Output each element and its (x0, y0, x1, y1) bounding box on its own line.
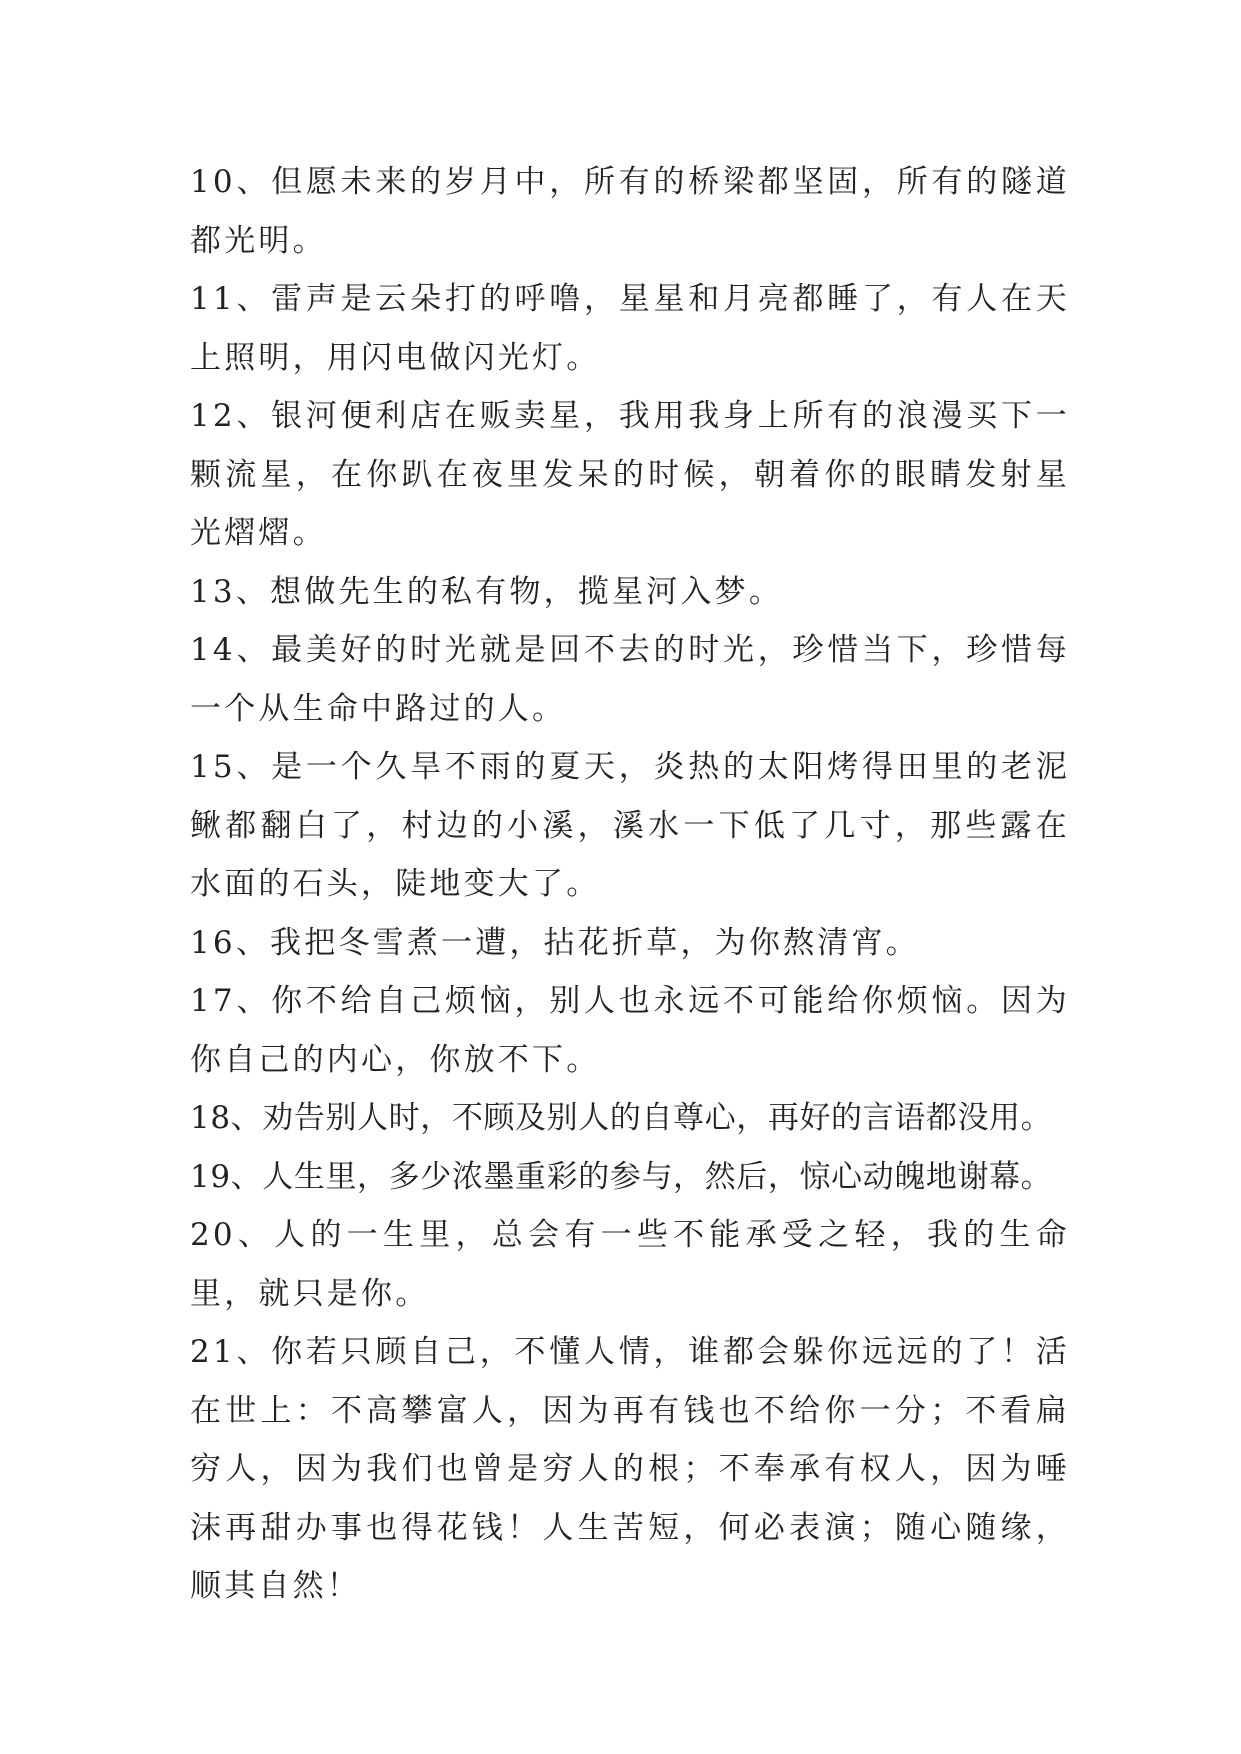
entry-15: 15、是一个久旱不雨的夏天，炎热的太阳烤得田里的老泥鳅都翻白了，村边的小溪，溪水一下低了几寸，那些露在水面的石头，陡地变大了。 (190, 749, 1070, 902)
entry-10: 10、但愿未来的岁月中，所有的桥梁都坚固，所有的隧道都光明。 (190, 164, 1070, 259)
entry-18: 18、劝告别人时，不顾及别人的自尊心，再好的言语都没用。 (190, 1100, 1053, 1136)
entry-11: 11、雷声是云朵打的呼噜，星星和月亮都睡了，有人在天上照明，用闪电做闪光灯。 (190, 281, 1070, 376)
entry-20: 20、人的一生里，总会有一些不能承受之轻，我的生命里，就只是你。 (190, 1217, 1070, 1312)
entry-19: 19、人生里，多少浓墨重彩的参与，然后，惊心动魄地谢幕。 (190, 1158, 1053, 1195)
document-body (190, 153, 1070, 1616)
entry-17: 17、你不给自己烦恼，别人也永远不可能给你烦恼。因为你自己的内心，你放不下。 (190, 983, 1070, 1078)
entry-12: 12、银河便利店在贩卖星，我用我身上所有的浪漫买下一颗流星，在你趴在夜里发呆的时候，朝着你的眼睛发射星光熠熠。 (190, 398, 1070, 551)
entry-13: 13、想做先生的私有物，揽星河入梦。 (190, 573, 784, 610)
entry-14: 14、最美好的时光就是回不去的时光，珍惜当下，珍惜每一个从生命中路过的人。 (190, 632, 1070, 727)
entry-16: 16、我把冬雪煮一遭，拈花折草，为你熬清宵。 (190, 924, 920, 961)
entry-21: 21、你若只顾自己，不懂人情，谁都会躲你远远的了！活在世上：不高攀富人，因为再有钱也不给你一分；不看扁穷人，因为我们也曾是穷人的根；不奉承有权人，因为唾沫再甜办事也得花钱！人生苦短，何必表演；随心随缘，顺其自然！ (190, 1334, 1070, 1604)
